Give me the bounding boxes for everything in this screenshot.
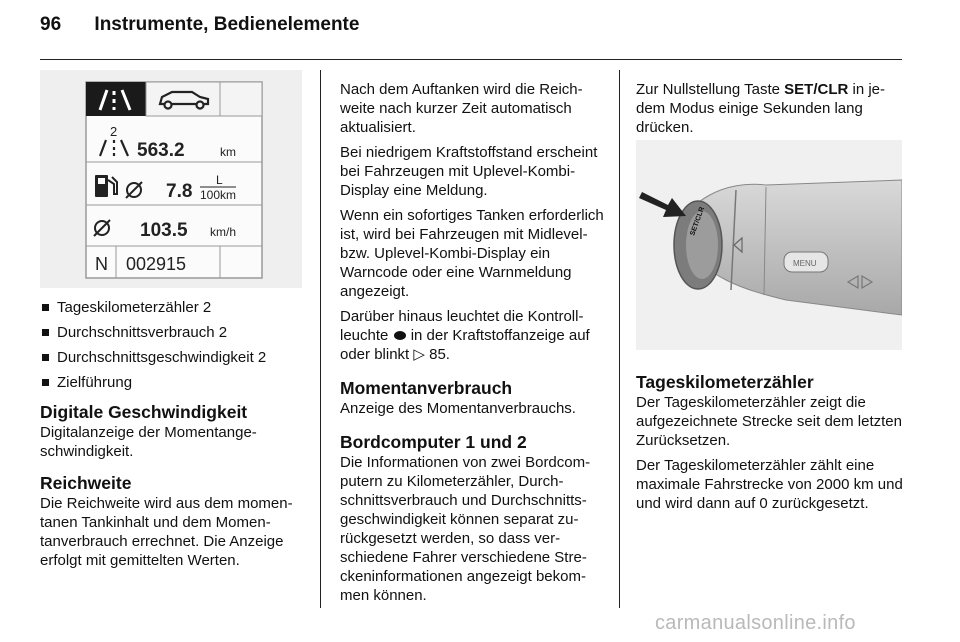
list-item: Tageskilometerzähler 2 [40,298,310,317]
page-header [40,14,359,36]
heading-trip-odometer: Tageskilometerzähler [636,372,814,392]
fuel-pump-icon [95,175,117,197]
list-item: Durchschnittsverbrauch 2 [40,323,310,342]
column-divider-2 [619,70,620,608]
cluster-svg [40,70,302,288]
column-2 [340,80,608,611]
stalk-illustration [636,140,902,350]
key-name: SET/CLR [784,81,849,98]
column-3-bottom [636,372,904,519]
consumption-unit-top: L [216,173,223,187]
column-3-top [636,80,904,143]
menu-button-label: MENU [793,259,817,268]
paragraph: Nach dem Auftanken wird die Reichweite nach kurzer Zeit automatisch aktualisiert. [340,81,583,136]
paragraph: Bei niedrigem Kraftstoffstand erscheint bei Fahrzeugen mit Uplevel-Kombi-Display eine Meldung. [340,144,598,199]
column-divider-1 [320,70,321,608]
speed-unit: km/h [210,225,237,239]
page-number: 96 [40,14,62,35]
trip-tab-active [86,82,146,116]
consumption-unit-bottom: 100km [200,188,237,202]
speed-value: 103.5 [140,220,188,241]
stalk-svg [636,140,902,350]
paragraph: Anzeige des Momentanverbrauchs. [340,400,576,417]
trip-unit: km [220,145,236,159]
column-1 [40,298,310,576]
odometer-value: 002915 [126,254,187,274]
paragraph: Der Tageskilometerzähler zeigt die aufgezeichnete Strecke seit dem letzten Zurücksetzen. [636,394,902,449]
paragraph: Darüber hinaus leuchtet die Kontrollleuchte in der Kraftstoffanzeige auf oder blinkt ▷ 85. [340,308,590,363]
heading-range: Reichweite [40,473,132,493]
function-list [40,298,310,392]
warning-light-icon [394,331,406,340]
gear-indicator: N [95,254,108,274]
page-ref-arrow-icon: ▷ [413,346,425,363]
paragraph: Die Reichweite wird aus dem momentanen Tankinhalt und dem Momentanverbrauch errechnet. Die Anzeige erfolgt mit gemittelten Werten. [40,495,293,569]
page-reference: 85. [429,346,450,363]
paragraph: Der Tageskilometerzähler zählt eine maximale Fahrstrecke von 2000 km und und wird dann auf 0 zurückgesetzt. [636,457,903,512]
trip-value: 563.2 [137,140,185,161]
set-clr-label: SET/CLR [689,206,707,237]
watermark: carmanualsonline.info [655,612,856,634]
list-item: Durchschnittsgeschwindigkeit 2 [40,348,310,367]
page-title: Instrumente, Bedienelemente [94,14,360,35]
trip-index: 2 [110,124,118,139]
header-rule [40,59,902,60]
heading-current-consumption: Momentanverbrauch [340,378,513,398]
instrument-display-illustration [40,70,302,288]
heading-digital-speed: Digitale Geschwindigkeit [40,402,248,422]
heading-trip-computer: Bordcomputer 1 und 2 [340,432,527,452]
list-item: Zielführung [40,373,310,392]
paragraph: Wenn ein sofortiges Tanken erforderlich ist, wird bei Fahrzeugen mit Midlevel- bzw. Uplevel-Kombi-Display ein Warncode oder eine Warnmeldung angezeigt. [340,207,604,300]
paragraph: Zur Nullstellung Taste SET/CLR in jedem Modus einige Sekunden lang drücken. [636,81,886,136]
consumption-value: 7.8 [166,181,193,202]
paragraph: Digitalanzeige der Momentangeschwindigkeit. [40,424,257,460]
paragraph: Die Informationen von zwei Bordcomputern zu Kilometerzähler, Durchschnittsverbrauch und Durchschnittsgeschwindigkeit können separat zurückgesetzt werden, so dass verschiedene Fahrer verschiedene Streckeninformationen angezeigt bekommen können. [340,454,591,604]
